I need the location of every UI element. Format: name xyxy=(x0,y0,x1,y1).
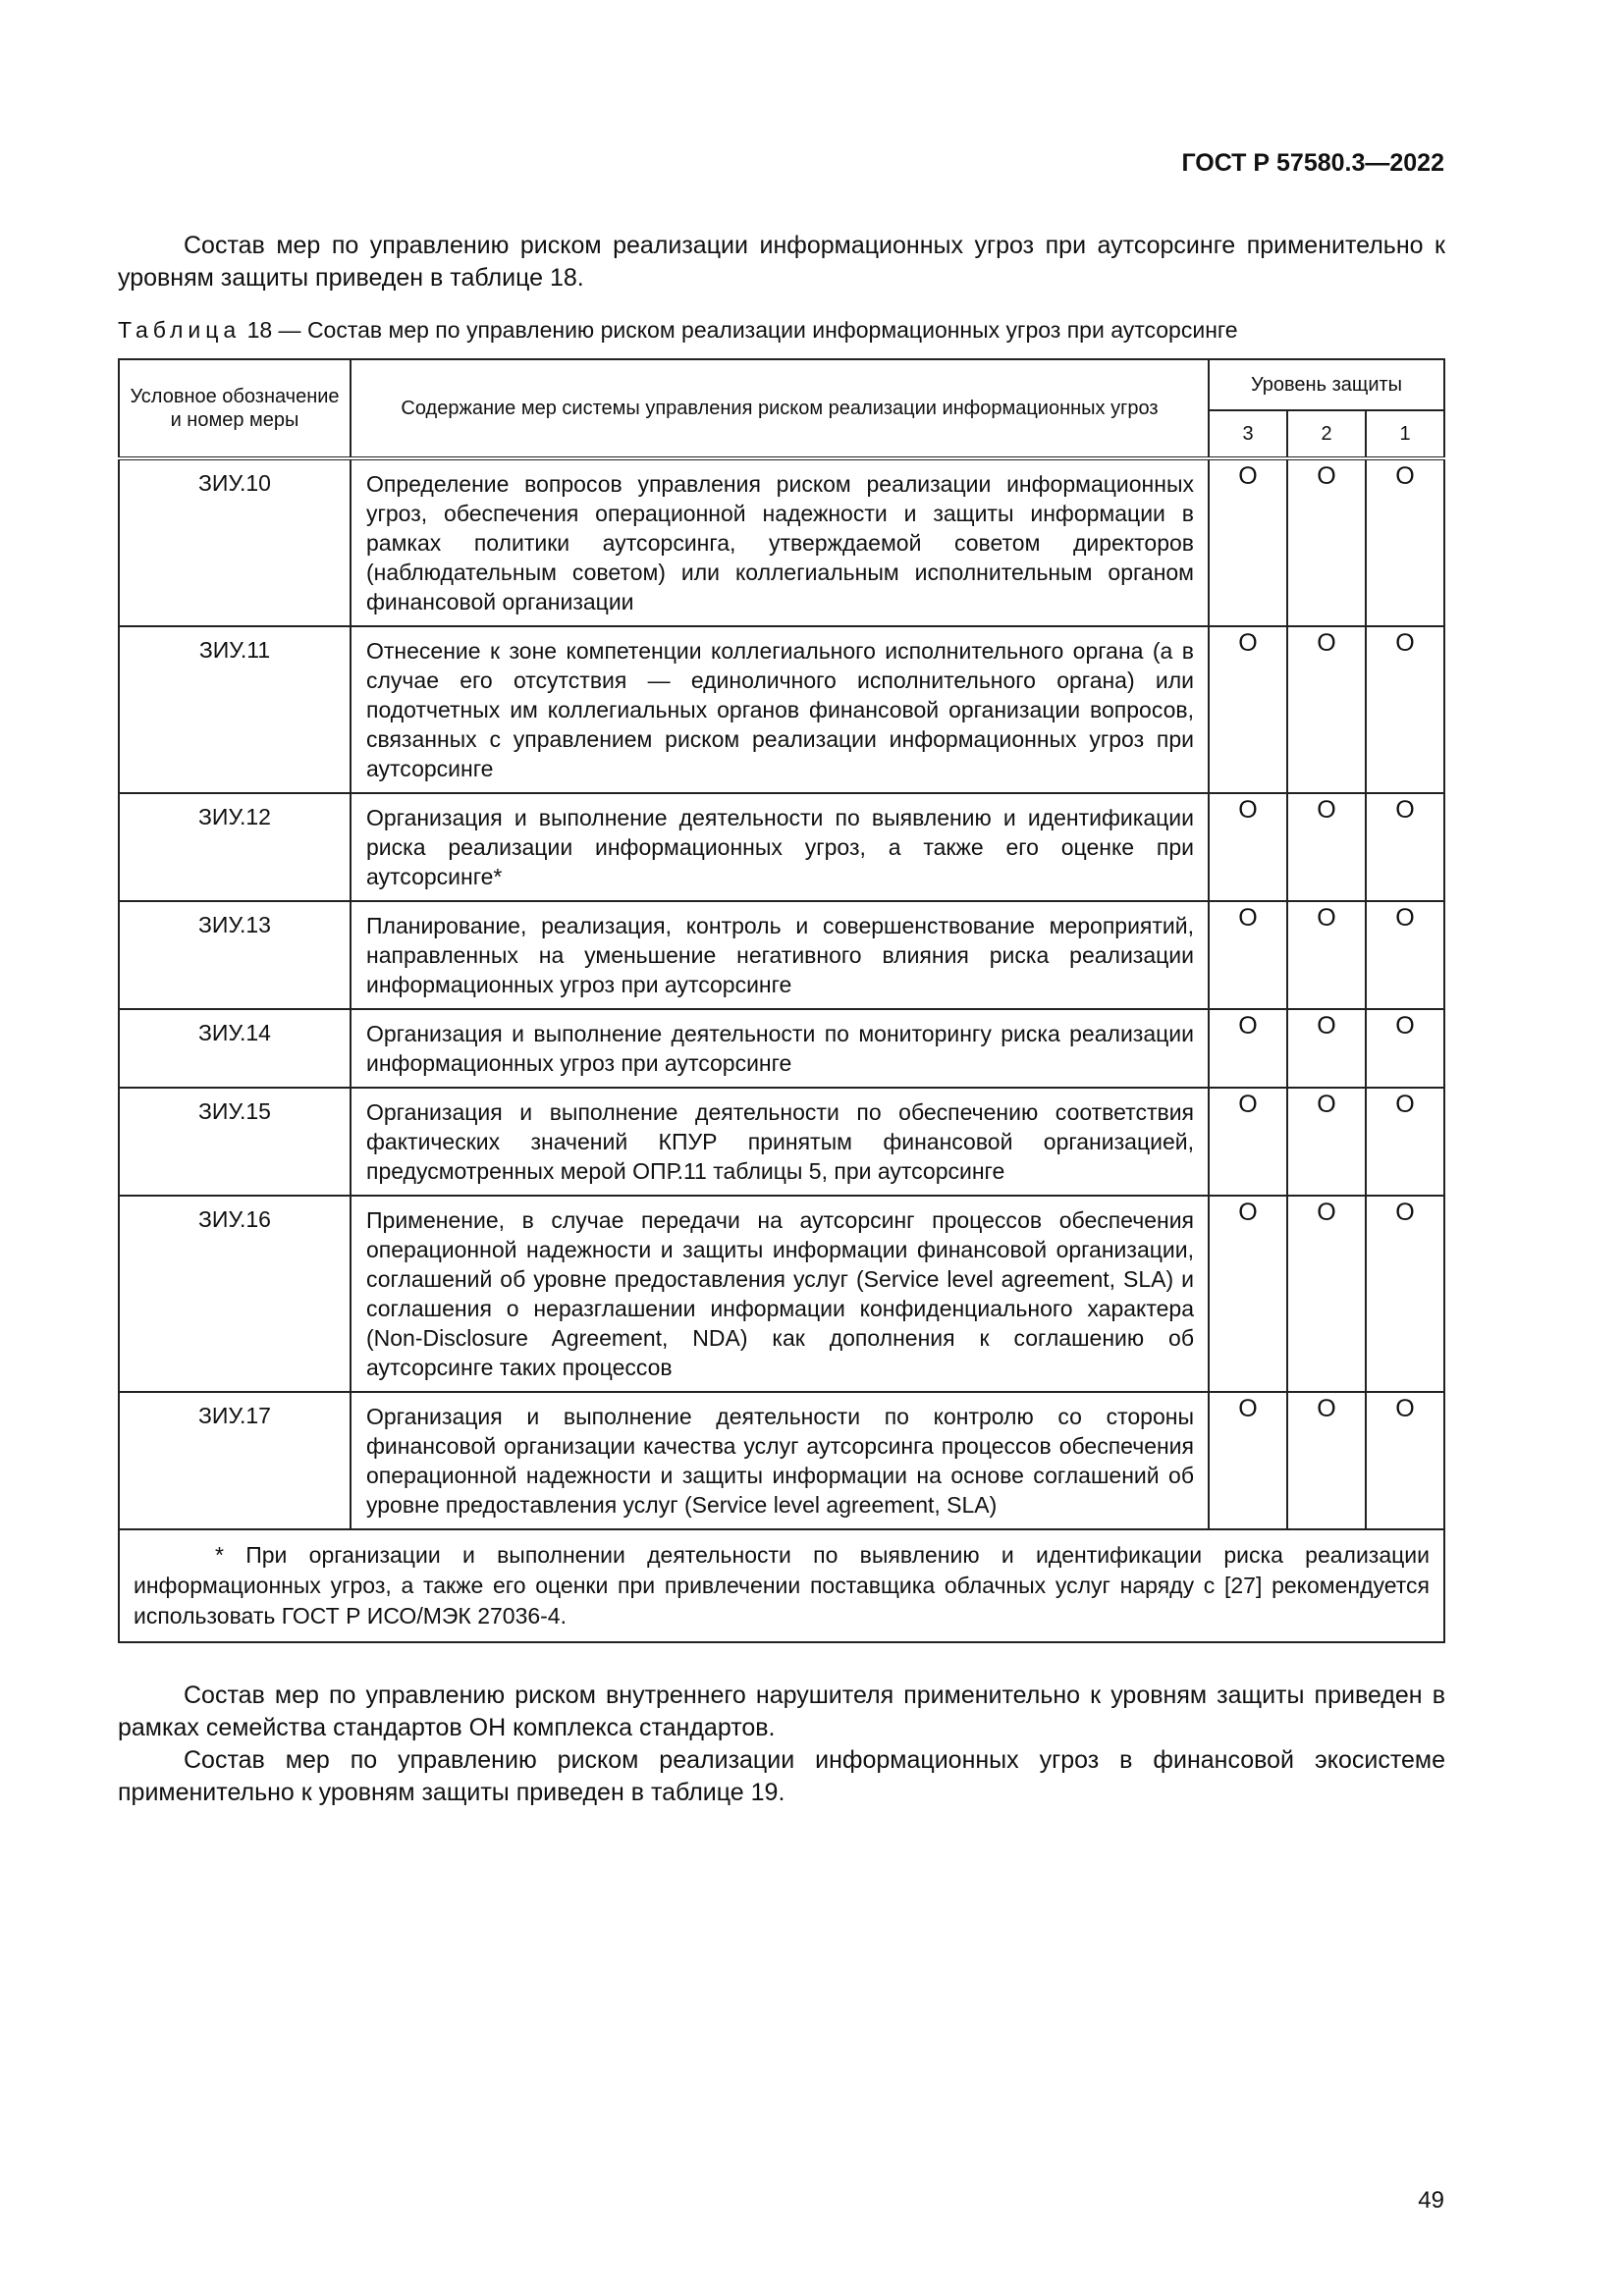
level-2-mark: О xyxy=(1287,1196,1366,1392)
header-code: Условное обозначение и номер меры xyxy=(119,359,351,458)
level-2-mark: О xyxy=(1287,1009,1366,1088)
table-footnote: * При организации и выполнении деятельности по выявлению и идентификации риска реализации информационных угроз, а также его оценки при привлечении поставщика облачных услуг наряду с [27] рекомендуется использовать ГОСТ Р ИСО/МЭК 27036-4. xyxy=(119,1529,1444,1642)
intro-paragraph: Состав мер по управлению риском реализации информационных угроз при аутсорсинге применительно к уровням защиты приведен в таблице 18. xyxy=(118,232,1445,292)
measure-code: ЗИУ.12 xyxy=(119,793,351,901)
level-2-mark: О xyxy=(1287,793,1366,901)
level-2-mark: О xyxy=(1287,626,1366,793)
level-2-mark: О xyxy=(1287,1392,1366,1529)
level-1-mark: О xyxy=(1366,626,1444,793)
level-3-mark: О xyxy=(1209,901,1287,1009)
measure-code: ЗИУ.16 xyxy=(119,1196,351,1392)
measure-code: ЗИУ.10 xyxy=(119,458,351,626)
table-row xyxy=(119,1009,1444,1088)
level-3-mark: О xyxy=(1209,458,1287,626)
level-3-mark: О xyxy=(1209,626,1287,793)
level-2-mark: О xyxy=(1287,1088,1366,1196)
measure-text: Организация и выполнение деятельности по мониторингу риска реализации информационных угроз при аутсорсинге xyxy=(351,1009,1209,1088)
measure-code: ЗИУ.13 xyxy=(119,901,351,1009)
header-level-2: 2 xyxy=(1287,410,1366,458)
measure-text: Отнесение к зоне компетенции коллегиального исполнительного органа (а в случае его отсутствия — единоличного исполнительного органа) или подотчетных им коллегиальных органов финансовой организации вопросов, связанных с управлением риском реализации информационных угроз при аутсорсинге xyxy=(351,626,1209,793)
measure-code: ЗИУ.17 xyxy=(119,1392,351,1529)
header-content: Содержание мер системы управления риском реализации информационных угроз xyxy=(351,359,1209,458)
table-row xyxy=(119,901,1444,1009)
level-1-mark: О xyxy=(1366,1088,1444,1196)
standard-designation: ГОСТ Р 57580.3—2022 xyxy=(1181,149,1444,177)
measure-text: Организация и выполнение деятельности по обеспечению соответствия фактических значений КПУР принятым финансовой организацией, предусмотренных мерой ОПР.11 таблицы 5, при аутсорсинге xyxy=(351,1088,1209,1196)
table-row xyxy=(119,458,1444,626)
level-3-mark: О xyxy=(1209,1196,1287,1392)
header-level: Уровень защиты xyxy=(1209,359,1444,410)
table-row xyxy=(119,1088,1444,1196)
measure-text: Планирование, реализация, контроль и совершенствование мероприятий, направленных на уменьшение негативного влияния риска реализации информационных угроз при аутсорсинге xyxy=(351,901,1209,1009)
level-1-mark: О xyxy=(1366,901,1444,1009)
paragraph-internal-intruder: Состав мер по управлению риском внутреннего нарушителя применительно к уровням защиты приведен в рамках семейства стандартов ОН комплекса стандартов. xyxy=(118,1682,1445,1741)
page-number: 49 xyxy=(1418,2187,1444,2214)
table-row xyxy=(119,793,1444,901)
level-1-mark: О xyxy=(1366,1392,1444,1529)
level-3-mark: О xyxy=(1209,1009,1287,1088)
measure-text: Применение, в случае передачи на аутсорсинг процессов обеспечения операционной надежности и защиты информации финансовой организации, соглашений об уровне предоставления услуг (Service level agreement, SLA) и соглашения о неразглашении информации конфиденциального характера (Non-Disclosure Agreement, NDA) как дополнения к соглашению об аутсорсинге таких процессов xyxy=(351,1196,1209,1392)
table-caption-label: Таблица xyxy=(118,317,242,343)
measure-text: Организация и выполнение деятельности по контролю со стороны финансовой организации качества услуг аутсорсинга процессов обеспечения операционной надежности и защиты информации на основе соглашений об уровне предоставления услуг (Service level agreement, SLA) xyxy=(351,1392,1209,1529)
level-2-mark: О xyxy=(1287,458,1366,626)
level-1-mark: О xyxy=(1366,1196,1444,1392)
table-caption xyxy=(118,317,1445,344)
table-footnote-row xyxy=(119,1529,1444,1642)
measures-table xyxy=(118,358,1445,1643)
level-1-mark: О xyxy=(1366,793,1444,901)
level-3-mark: О xyxy=(1209,793,1287,901)
table-row xyxy=(119,626,1444,793)
measure-code: ЗИУ.15 xyxy=(119,1088,351,1196)
level-1-mark: О xyxy=(1366,458,1444,626)
header-level-1: 1 xyxy=(1366,410,1444,458)
header-level-3: 3 xyxy=(1209,410,1287,458)
level-2-mark: О xyxy=(1287,901,1366,1009)
level-3-mark: О xyxy=(1209,1088,1287,1196)
level-1-mark: О xyxy=(1366,1009,1444,1088)
table-caption-text: 18 — Состав мер по управлению риском реализации информационных угроз при аутсорсинге xyxy=(241,317,1238,343)
table-row xyxy=(119,1196,1444,1392)
measure-text: Организация и выполнение деятельности по выявлению и идентификации риска реализации информационных угроз, а также его оценке при аутсорсинге* xyxy=(351,793,1209,901)
level-3-mark: О xyxy=(1209,1392,1287,1529)
measure-code: ЗИУ.14 xyxy=(119,1009,351,1088)
paragraph-ecosystem: Состав мер по управлению риском реализации информационных угроз в финансовой экосистеме применительно к уровням защиты приведен в таблице 19. xyxy=(118,1746,1445,1806)
table-row xyxy=(119,1392,1444,1529)
measure-text: Определение вопросов управления риском реализации информационных угроз, обеспечения операционной надежности и защиты информации в рамках политики аутсорсинга, утверждаемой советом директоров (наблюдательным советом) или коллегиальным исполнительным органом финансовой организации xyxy=(351,458,1209,626)
measure-code: ЗИУ.11 xyxy=(119,626,351,793)
